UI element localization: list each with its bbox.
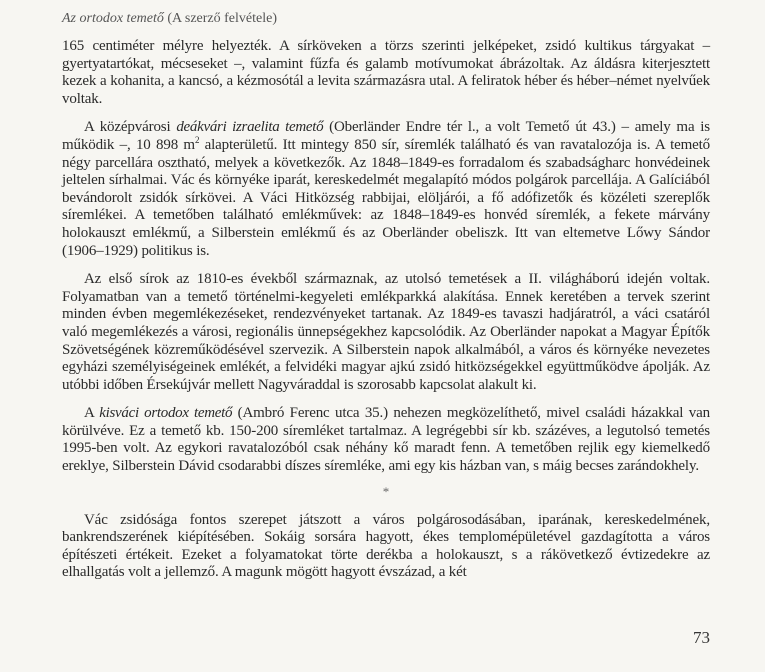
paragraph-2 — [62, 119, 710, 260]
p2-post: alapterületű. Itt mintegy 850 sír, síremlék található és van ravatalozója is. A temető négy parcellára osztható, melyek a következők. Az 1848–1849-es forradalom és szabadságharc honvédeinek jeltelen sírhalmai. Vác és környéke iparát, kereskedelmét megalapító módos polgárok parcellája. A Galíciából bevándorolt zsidók sírkövei. A Váci Hitközség rabbijai, elöljárói, a fő adófizetők és közéleti szereplők síremlékei. A temetőben található emlékművek: az 1848–1849-es honvéd síremlék, a fekete márvány holokauszt emlékmű, a Silberstein emlékmű és az Oberländer obeliszk. Itt van eltemetve Lőwy Sándor (1906–1929) politikus is. — [62, 136, 710, 259]
caption-rest: (A szerző felvétele) — [163, 11, 277, 26]
paragraph-5: Vác zsidósága fontos szerepet játszott a város polgárosodásában, iparának, kereskedelmének, bankrendszerének kiépítésében. Sokáig sorsára hagyott, ékes templomépületével gazdagította a város építészeti értékeit. Ezeket a folyamatokat törte derékba a holokauszt, s a rákövetkező évtizedekre az elhallgatás volt a jellemző. A magunk mögött hagyott évszázad, a két — [62, 511, 710, 581]
paragraph-4 — [62, 405, 710, 475]
p2-italic: deákvári izraelita temető — [176, 119, 324, 136]
p2-pre: A középvárosi — [84, 119, 177, 136]
paragraph-3: Az első sírok az 1810-es évekből származnak, az utolsó temetések a II. világháború idején voltak. Folyamatban van a temető történelmi-kegyeleti emlékparkká alakítása. Ennek keretében a tervek szerint minden évben megemlékezéseket, rendezvényeket tartanak. Az 1849-es tavaszi hadjáratról, a váci csatáról való megemlékezés a városi, regionális ünnepségekhez kapcsolódik. Az Oberländer napokat a Magyar Építők Szövetségének közreműködésével szervezik. A Silberstein napok alkalmából, a város és környéke nevezetes egyházi személyiségeinek emlékét, a felvidéki magyar ajkú zsidó hitközségekkel együttműködve ápolják. Az utóbbi időben Érsekújvár mellett Nagyváraddal is szorosabb kapcsolat alakult ki. — [62, 271, 710, 393]
p4-italic: kisváci ortodox temető — [99, 405, 233, 422]
page-content — [62, 10, 710, 582]
caption-italic: Az ortodox temető — [62, 11, 164, 26]
section-divider-asterisk: * — [382, 483, 390, 499]
page-number: 73 — [693, 628, 710, 647]
photo-caption — [62, 10, 710, 28]
p2-mid: (Oberländer Endre tér l., a volt Temető út 43.) – amely ma is működik –, 10 898 m — [62, 119, 710, 153]
p2-superscript: 2 — [194, 134, 200, 145]
paragraph-1: 165 centiméter mélyre helyezték. A sírköveken a törzs szerinti jelképeket, zsidó kultikus tárgyakat – gyertyatartókat, mécseseket –, valamint fűzfa és galamb motívumokat ábrázoltak. Az áldásra kiterjesztett kezek a kohanita, a kancsó, a kézmosótál a levita származásra utal. A feliratok héber és héber–német nyelvűek voltak. — [62, 38, 710, 107]
p4-post: (Ambró Ferenc utca 35.) nehezen megközelíthető, mivel családi házakkal van körülvéve. Ez a temető kb. 150-200 síremléket tartalmaz. A legrégebbi sír kb. százéves, a legutolsó temetés 1995-ben volt. Az egykori ravatalozóból csak néhány kő maradt fenn. A temetőben rejlik egy kiemelkedő ereklye, Silberstein Dávid csodarabbi díszes síremléke, ami egy kis házban van, s máig becses zarándokhely. — [62, 405, 710, 475]
p4-pre: A — [84, 405, 100, 422]
